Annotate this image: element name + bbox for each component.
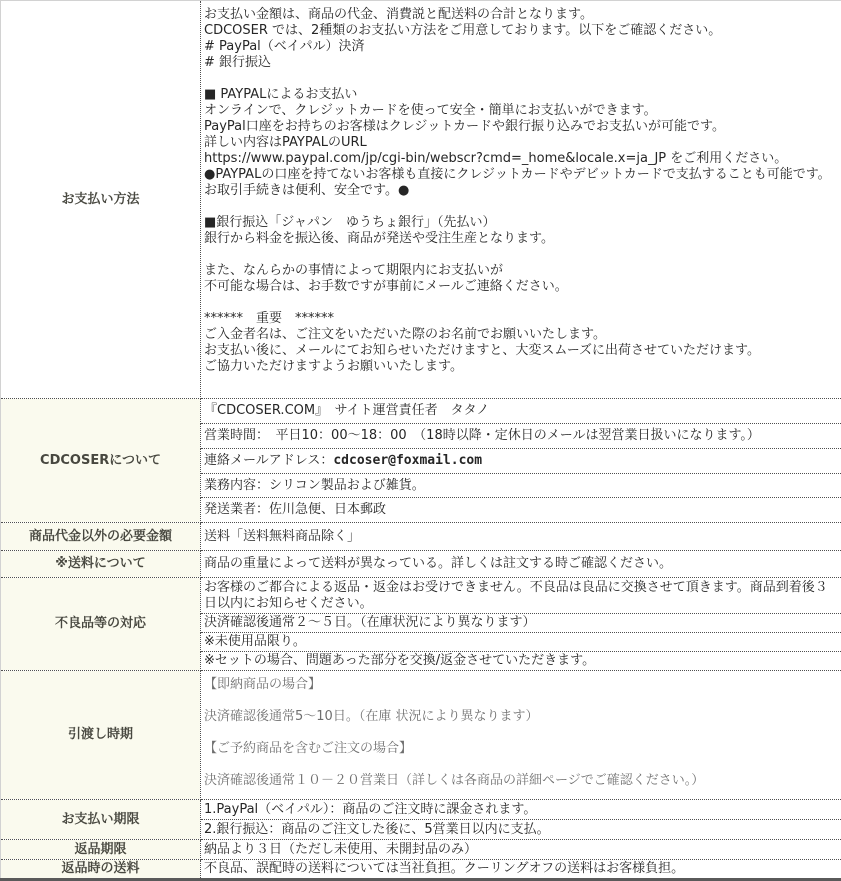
defective-days-line: 決済確認後通常２～５日。（在庫状況により異なります） — [201, 614, 841, 633]
payment-line: ご協力いただけますようお願いいたします。 — [204, 359, 838, 375]
payment-line: ■ PAYPALによるお支払い — [204, 87, 838, 103]
payment-line: 詳しい内容はPAYPALのURL — [204, 135, 838, 151]
payment-line: 不可能な場合は、お手数ですが事前にメールご連絡ください。 — [204, 279, 838, 295]
row-header-shipping-note: ※送料について — [1, 551, 201, 578]
table-row-return-deadline — [1, 840, 841, 860]
payment-line: お支払い後に、メールにてお知らせいただけますと、大変スムーズに出荷させていただけます。 — [204, 343, 838, 359]
row-header-extra-fee: 商品代金以外の必要金額 — [1, 523, 201, 551]
row-header-defective: 不良品等の対応 — [1, 578, 201, 671]
row-header-about: CDCOSERについて — [1, 399, 201, 523]
table-row-defective-policy — [1, 578, 841, 614]
payment-line: ■銀行振込「ジャパン ゆうちょ銀行」（先払い） — [204, 215, 838, 231]
defective-set-line: ※セットの場合、問題あった部分を交換/返金させていただきます。 — [201, 652, 841, 671]
contact-email-address: cdcoser@foxmail.com — [333, 453, 482, 468]
payment-line: PayPal口座をお持ちのお客様はクレジットカードや銀行振り込みでお支払いが可能です。 — [204, 119, 838, 135]
payment-line: お取引手続きは便利、安全です。● — [204, 183, 838, 199]
payment-method-content — [201, 1, 841, 399]
table-row-return-shipping — [1, 860, 841, 880]
delivery-line: 決済確認後通常１０－２０営業日（詳しくは各商品の詳細ページでご確認ください。） — [204, 773, 838, 789]
payment-line — [204, 247, 838, 263]
payment-line: ●PAYPALの口座を持てないお客様も直接にクレジットカードやデビットカードで支払することも可能です。 — [204, 167, 838, 183]
defective-policy-line: お客様のご都合による返品・返金はお受けできません。不良品は良品に交換させて頂きます。商品到着後３日以内にお知らせください。 — [201, 578, 841, 614]
payment-line: オンラインで、クレジットカードを使って安全・簡単にお支払いができます。 — [204, 103, 838, 119]
table-row-payment-method — [1, 1, 841, 399]
return-deadline-content: 納品より３日（ただし未使用、未開封品のみ） — [201, 840, 841, 860]
row-header-delivery-time: 引渡し時期 — [1, 671, 201, 800]
row-header-payment-method: お支払い方法 — [1, 1, 201, 399]
payment-important-line: ****** 重要 ****** — [204, 311, 838, 327]
delivery-line — [204, 693, 838, 709]
delivery-line: 【即納商品の場合】 — [204, 677, 838, 693]
table-row-shipping-note — [1, 551, 841, 578]
payment-line: # 銀行振込 — [204, 55, 838, 71]
payment-line — [204, 71, 838, 87]
return-shipping-content: 不良品、誤配時の送料については当社負担。クーリングオフの送料はお客様負担。 — [201, 860, 841, 880]
delivery-time-content — [201, 671, 841, 800]
about-shipping-company: 発送業者：佐川急便、日本郵政 — [201, 498, 841, 523]
delivery-line: 決済確認後通常5～10日。（在庫 状況により異なります） — [204, 709, 838, 725]
delivery-line — [204, 757, 838, 773]
delivery-line — [204, 725, 838, 741]
payment-url-line: https://www.paypal.com/jp/cgi-bin/webscr?cmd=_home&locale.x=ja_JP をご利用ください。 — [204, 151, 838, 167]
payment-line — [204, 295, 838, 311]
table-row-extra-fee — [1, 523, 841, 551]
contact-email-label: 連絡メールアドレス： — [204, 453, 333, 468]
about-site-manager: 『CDCOSER.COM』 サイト運営責任者 タタノ — [201, 399, 841, 424]
row-header-payment-deadline: お支払い期限 — [1, 800, 201, 840]
shipping-note-content: 商品の重量によって送料が異なっている。詳しくは註文する時ご確認ください。 — [201, 551, 841, 578]
row-header-return-shipping: 返品時の送料 — [1, 860, 201, 880]
payment-line: # PayPal（ベイパル）決済 — [204, 39, 838, 55]
payment-line — [204, 199, 838, 215]
defective-unused-line: ※未使用品限り。 — [201, 633, 841, 652]
about-business-hours: 営業時間： 平日10：00～18：00 （18時以降・定休日のメールは翌営業日扱いになります。） — [201, 424, 841, 449]
payment-line: 銀行から料金を振込後、商品が発送や受注生産となります。 — [204, 231, 838, 247]
table-row-delivery-time — [1, 671, 841, 800]
extra-fee-content: 送料「送料無料商品除く」 — [201, 523, 841, 551]
row-header-return-deadline: 返品期限 — [1, 840, 201, 860]
payment-deadline-paypal: 1.PayPal（ベイパル）：商品のご注文時に課金されます。 — [201, 800, 841, 820]
payment-line: ご入金者名は、ご注文をいただいた際のお名前でお願いいたします。 — [204, 327, 838, 343]
table-row-about-site — [1, 399, 841, 424]
about-contact-email — [201, 449, 841, 474]
delivery-line: 【ご予約商品を含むご注文の場合】 — [204, 741, 838, 757]
payment-deadline-bank: 2.銀行振込：商品のご注文した後に、5営業日以内に支払。 — [201, 820, 841, 840]
payment-line: CDCOSER では、2種類のお支払い方法をご用意しております。以下をご確認ください。 — [204, 23, 838, 39]
table-row-payment-deadline-paypal — [1, 800, 841, 820]
payment-line: また、なんらかの事情によって期限内にお支払いが — [204, 263, 838, 279]
payment-line: お支払い金額は、商品の代金、消費説と配送料の合計となります。 — [204, 7, 838, 23]
about-business-content: 業務内容：シリコン製品および雑貨。 — [201, 474, 841, 498]
